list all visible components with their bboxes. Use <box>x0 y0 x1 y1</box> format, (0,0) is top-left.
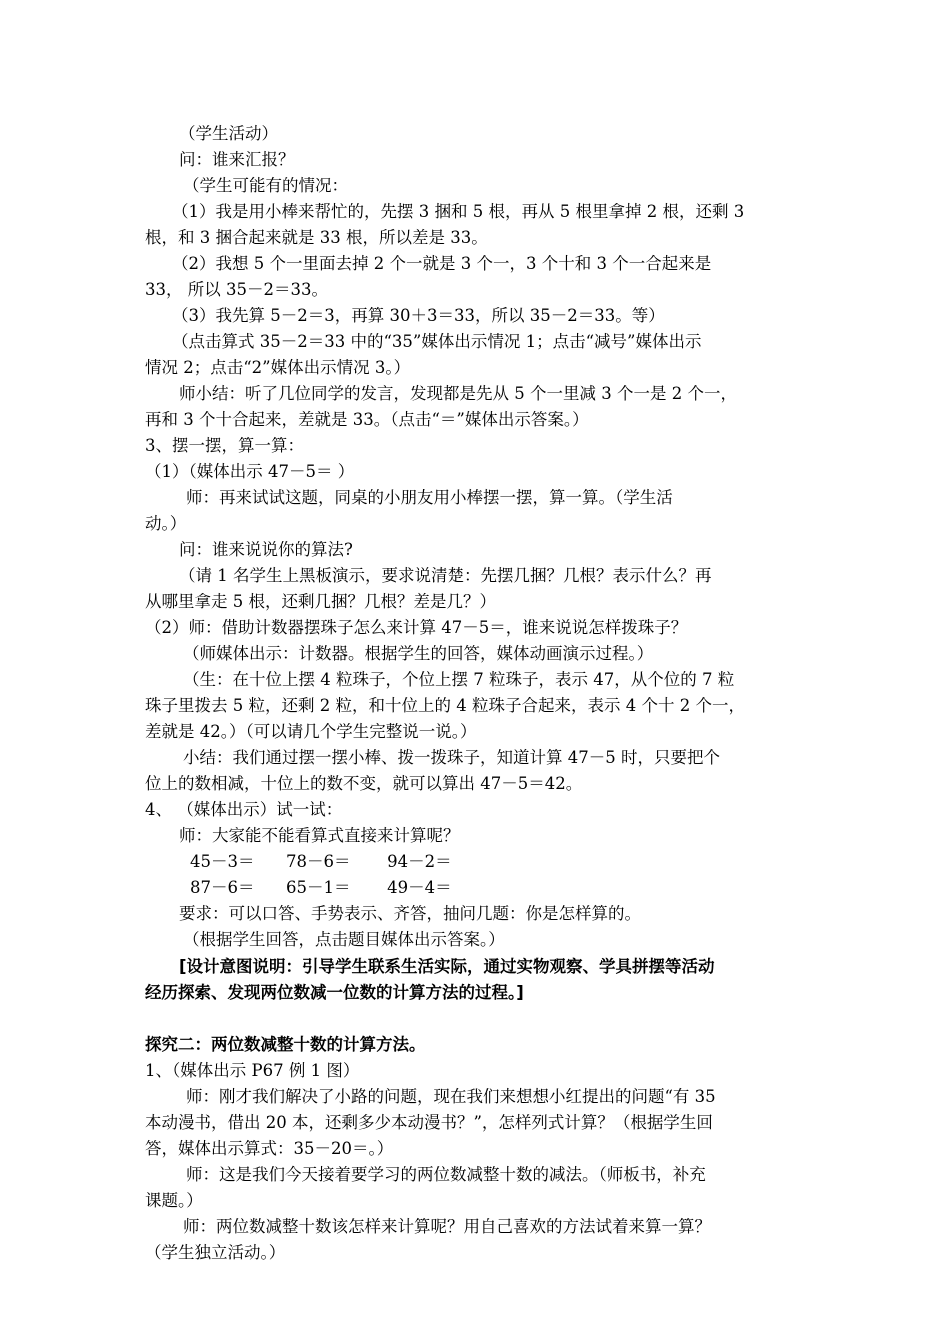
text-line: 根，和 3 捆合起来就是 33 根，所以差是 33。 <box>145 228 488 247</box>
text-line: （生：在十位上摆 4 粒珠子，个位上摆 7 粒珠子，表示 47，从个位的 7 粒 <box>183 670 735 689</box>
text-line: （1）（媒体出示 47－5＝ ） <box>145 462 355 481</box>
text-line: 问：谁来汇报？ <box>179 150 295 169</box>
section-heading: 3、摆一摆，算一算： <box>145 436 304 455</box>
text-line: 动。） <box>145 514 187 533</box>
text-line: 小结：我们通过摆一摆小棒、拨一拨珠子，知道计算 47－5 时，只要把个 <box>183 748 720 767</box>
text-line: （学生可能有的情况： <box>183 176 348 195</box>
text-line: 再和 3 个十合起来，差就是 33。（点击“＝”媒体出示答案。） <box>145 410 589 429</box>
text-line: 师：两位数减整十数该怎样来计算呢？用自己喜欢的方法试着来算一算？ <box>183 1217 711 1236</box>
text-line: （2）师：借助计数器摆珠子怎么来计算 47－5＝，谁来说说怎样拨珠子？ <box>145 618 688 637</box>
text-line: 师：刚才我们解决了小路的问题，现在我们来想想小红提出的问题“有 35 <box>186 1087 716 1106</box>
text-line: 课题。） <box>145 1191 203 1210</box>
text-line: 差就是 42。）（可以请几个学生完整说一说。） <box>145 722 477 741</box>
text-line: 珠子里拨去 5 粒，还剩 2 粒，和十位上的 4 粒珠子合起来，表示 4 个十 2 个一， <box>145 696 745 715</box>
text-line: 位上的数相减，十位上的数不变，就可以算出 47－5＝42。 <box>145 774 583 793</box>
text-line: 本动漫书，借出 20 本，还剩多少本动漫书？”，怎样列式计算？（根据学生回 <box>145 1113 713 1132</box>
text-line: 问：谁来说说你的算法? <box>179 540 353 559</box>
text-line: （根据学生回答，点击题目媒体出示答案。） <box>183 930 505 949</box>
design-intent-note: 经历探索、发现两位数减一位数的计算方法的过程。] <box>145 983 524 1002</box>
text-line: 1、（媒体出示 P67 例 1 图） <box>145 1061 360 1080</box>
exercise-row: 45－3＝ 78－6＝ 94－2＝ <box>190 852 452 871</box>
text-line: 从哪里拿走 5 根，还剩几捆？几根？差是几？） <box>145 592 496 611</box>
text-line: 师：大家能不能看算式直接来计算呢？ <box>179 826 460 845</box>
section-heading: 4、 （媒体出示）试一试： <box>145 800 343 819</box>
design-intent-note: [设计意图说明：引导学生联系生活实际，通过实物观察、学具拼摆等活动 <box>179 957 715 976</box>
text-line: （学生独立活动。） <box>145 1243 286 1262</box>
text-line: 要求：可以口答、手势表示、齐答，抽问几题：你是怎样算的。 <box>179 904 641 923</box>
text-line: 师：再来试试这题，同桌的小朋友用小棒摆一摆，算一算。（学生活 <box>186 488 673 507</box>
exercise-row: 87－6＝ 65－1＝ 49－4＝ <box>190 878 452 897</box>
section-heading: 探究二：两位数减整十数的计算方法。 <box>145 1035 426 1054</box>
text-line: （3）我先算 5－2＝3，再算 30＋3＝33，所以 35－2＝33。等） <box>172 306 665 325</box>
text-line: 33， 所以 35－2＝33。 <box>145 280 328 299</box>
text-line: （1）我是用小棒来帮忙的，先摆 3 捆和 5 根，再从 5 根里拿掉 2 根，还剩 3 <box>172 202 745 221</box>
text-line: 师小结：听了几位同学的发言，发现都是先从 5 个一里减 3 个一是 2 个一， <box>179 384 737 403</box>
text-line: （请 1 名学生上黑板演示，要求说清楚：先摆几捆？几根？表示什么？再 <box>179 566 712 585</box>
text-line: 师：这是我们今天接着要学习的两位数减整十数的减法。（师板书，补充 <box>186 1165 706 1184</box>
text-line: （师媒体出示：计数器。根据学生的回答，媒体动画演示过程。） <box>183 644 654 663</box>
text-line: （点击算式 35－2＝33 中的“35”媒体出示情况 1；点击“减号”媒体出示 <box>172 332 702 351</box>
text-line: （学生活动） <box>179 124 278 143</box>
text-line: 情况 2；点击“2”媒体出示情况 3。） <box>145 358 411 377</box>
text-line: 答，媒体出示算式：35－20＝。） <box>145 1139 394 1158</box>
text-line: （2）我想 5 个一里面去掉 2 个一就是 3 个一，3 个十和 3 个一合起来是 <box>172 254 712 273</box>
